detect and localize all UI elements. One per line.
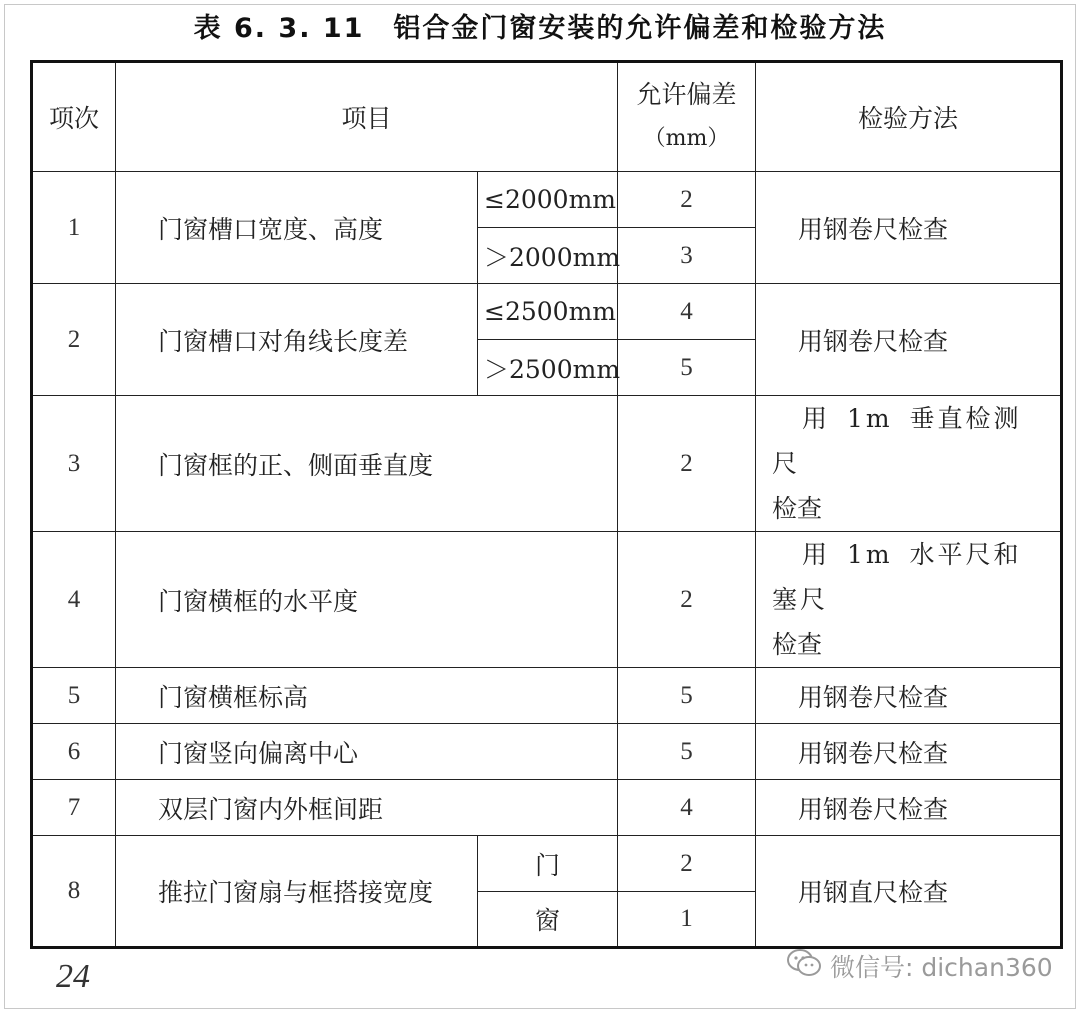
row-index: 2 [32, 284, 116, 396]
table-row [32, 396, 1062, 532]
table-row [32, 724, 1062, 780]
page-number: 24 [56, 958, 90, 995]
row-value: 4 [618, 284, 756, 340]
row-sub-range: 门 [478, 836, 618, 892]
row-item: 门窗框的正、侧面垂直度 [116, 396, 618, 532]
header-method: 检验方法 [756, 62, 1062, 172]
header-index: 项次 [32, 62, 116, 172]
row-index: 3 [32, 396, 116, 532]
table-title: 表 6. 3. 11 铝合金门窗安装的允许偏差和检验方法 [193, 13, 887, 44]
header-tolerance [618, 62, 756, 172]
row-method: 用钢直尺检查 [756, 836, 1062, 948]
watermark [786, 946, 1053, 986]
row-method-line1: 用 1m 水平尺和塞尺 [772, 540, 1022, 614]
row-value: 2 [618, 172, 756, 228]
row-item: 门窗竖向偏离中心 [116, 724, 618, 780]
row-index: 8 [32, 836, 116, 948]
table-row [32, 532, 1062, 668]
row-item: 门窗横框标高 [116, 668, 618, 724]
row-index: 4 [32, 532, 116, 668]
row-value: 2 [618, 532, 756, 668]
row-value: 5 [618, 668, 756, 724]
table-row [32, 668, 1062, 724]
row-sub-range: ≤2500mm [478, 284, 618, 340]
header-tolerance-line1: 允许偏差 [636, 80, 737, 109]
row-item: 门窗槽口对角线长度差 [116, 284, 478, 396]
header-item: 项目 [116, 62, 618, 172]
row-index: 5 [32, 668, 116, 724]
row-value: 2 [618, 836, 756, 892]
row-sub-range: 窗 [478, 892, 618, 948]
row-method-line2: 检查 [772, 494, 823, 523]
row-method: 用钢卷尺检查 [756, 780, 1062, 836]
table-row [32, 172, 1062, 228]
table-row [32, 284, 1062, 340]
row-method: 用钢卷尺检查 [756, 172, 1062, 284]
row-value: 4 [618, 780, 756, 836]
row-value: 5 [618, 340, 756, 396]
row-method [756, 396, 1062, 532]
row-method-line1: 用 1m 垂直检测尺 [772, 404, 1022, 478]
row-method [756, 532, 1062, 668]
wechat-icon [786, 948, 822, 984]
row-method-line2: 检查 [772, 630, 823, 659]
table-row [32, 836, 1062, 892]
row-value: 5 [618, 724, 756, 780]
tolerance-table [30, 60, 1063, 949]
row-index: 6 [32, 724, 116, 780]
row-value: 3 [618, 228, 756, 284]
row-index: 7 [32, 780, 116, 836]
header-row [32, 62, 1062, 172]
table-row [32, 780, 1062, 836]
row-sub-range: ＞2500mm [478, 340, 618, 396]
header-tolerance-line2: （mm） [643, 126, 730, 151]
row-item: 推拉门窗扇与框搭接宽度 [116, 836, 478, 948]
row-method: 用钢卷尺检查 [756, 724, 1062, 780]
watermark-text: 微信号: dichan360 [830, 953, 1053, 982]
row-item: 门窗横框的水平度 [116, 532, 618, 668]
row-item: 双层门窗内外框间距 [116, 780, 618, 836]
row-item: 门窗槽口宽度、高度 [116, 172, 478, 284]
row-method: 用钢卷尺检查 [756, 668, 1062, 724]
row-value: 2 [618, 396, 756, 532]
row-method: 用钢卷尺检查 [756, 284, 1062, 396]
row-value: 1 [618, 892, 756, 948]
row-sub-range: ＞2000mm [478, 228, 618, 284]
row-index: 1 [32, 172, 116, 284]
row-sub-range: ≤2000mm [478, 172, 618, 228]
